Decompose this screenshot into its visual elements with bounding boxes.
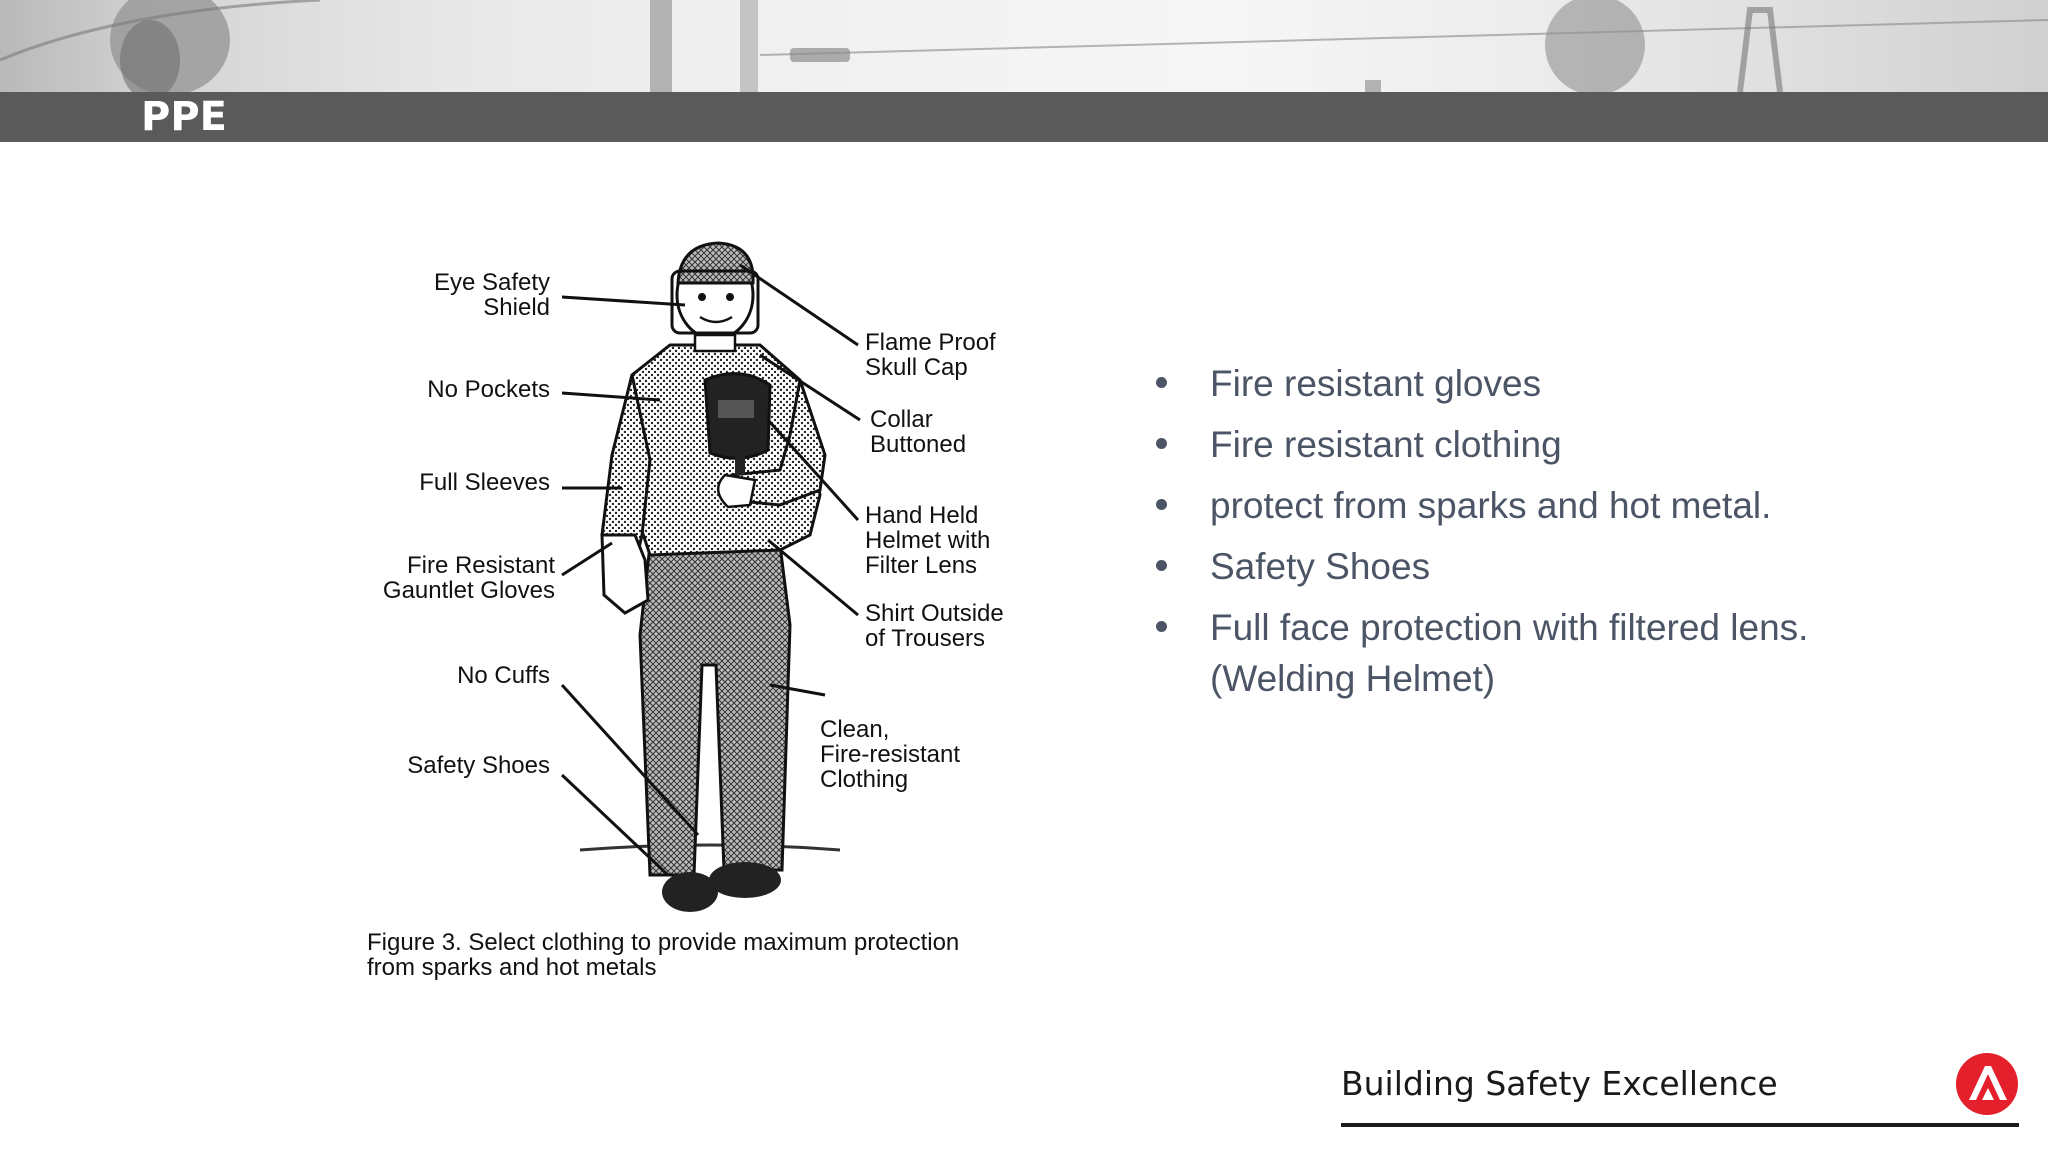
header-banner-photo: [0, 0, 2048, 92]
bullet-item: Fire resistant gloves: [1130, 358, 1830, 409]
label-shirt-outside: Shirt Outside of Trousers: [865, 600, 1004, 652]
bullet-item: Full face protection with filtered lens. (Welding Helmet): [1130, 602, 1830, 704]
bullet-item: Fire resistant clothing: [1130, 419, 1830, 470]
bullet-dot-icon: [1156, 438, 1167, 449]
bullet-item: Safety Shoes: [1130, 541, 1830, 592]
label-collar-buttoned: Collar Buttoned: [870, 406, 967, 458]
bullet-dot-icon: [1156, 560, 1167, 571]
banner-photo-graphic: [0, 0, 2048, 92]
bullet-dot-icon: [1156, 621, 1167, 632]
label-flame-proof-cap: Flame Proof Skull Cap: [865, 329, 996, 381]
label-eye-safety-shield: Eye Safety Shield: [433, 269, 550, 321]
label-hand-held-helmet: Hand Held Helmet with Filter Lens: [865, 502, 991, 579]
figure-caption: Figure 3. Select clothing to provide maximum protection from sparks and hot metals: [367, 929, 960, 981]
label-full-sleeves: Full Sleeves: [419, 469, 550, 496]
label-no-pockets: No Pockets: [427, 376, 550, 403]
label-clean-clothing: Clean, Fire-resistant Clothing: [820, 716, 961, 793]
bullet-dot-icon: [1156, 377, 1167, 388]
footer-divider: [1341, 1123, 2019, 1127]
label-fire-resistant-gloves: Fire Resistant Gauntlet Gloves: [382, 552, 555, 604]
bullet-dot-icon: [1156, 499, 1167, 510]
bullet-item: protect from sparks and hot metal.: [1130, 480, 1830, 531]
title-bar: [0, 92, 2048, 142]
ppe-figure: [350, 235, 1050, 995]
label-no-cuffs: No Cuffs: [457, 662, 550, 689]
slide-title: PPE: [141, 94, 227, 140]
label-safety-shoes: Safety Shoes: [407, 752, 550, 779]
company-logo-icon: [1955, 1052, 2019, 1116]
footer-tagline: Building Safety Excellence: [1341, 1064, 1778, 1103]
ppe-bullet-list: [1130, 358, 1830, 714]
